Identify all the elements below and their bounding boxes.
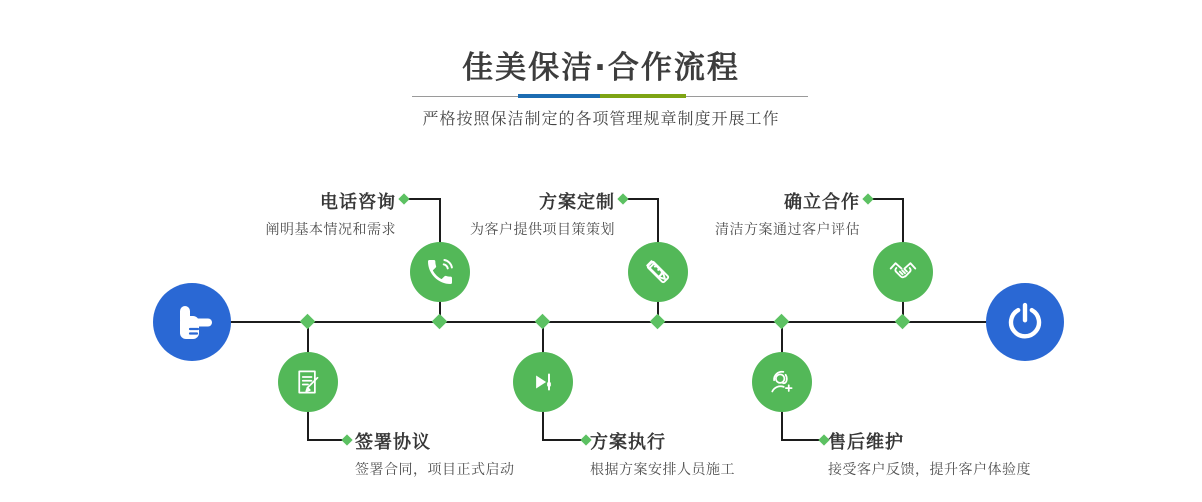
- phone-icon: [424, 256, 456, 288]
- power-icon: [1004, 301, 1046, 343]
- title-divider: [412, 94, 808, 99]
- timeline-node-diamond: [650, 314, 666, 330]
- step-after-sales-circle: [752, 352, 812, 412]
- label-bullet-diamond: [862, 193, 873, 204]
- contract-pen-icon: [293, 367, 323, 397]
- timeline-node-diamond: [895, 314, 911, 330]
- step-plan-execution-circle: [513, 352, 573, 412]
- page-title: 佳美保洁·合作流程: [462, 50, 740, 86]
- label-bullet-diamond: [398, 193, 409, 204]
- start-node: [153, 283, 231, 361]
- step-title: 签署协议: [355, 432, 431, 453]
- step-call-circle: [410, 242, 470, 302]
- step-sign-agreement-circle: [278, 352, 338, 412]
- step-call-label: [266, 188, 397, 239]
- step-title: 售后维护: [828, 432, 904, 453]
- pointing-hand-icon: [168, 298, 216, 346]
- step-title: 电话咨询: [320, 192, 396, 213]
- step-desc: 清洁方案通过客户评估: [715, 222, 860, 238]
- divider-blue-segment: [518, 94, 600, 98]
- label-bullet-diamond: [341, 434, 352, 445]
- headset-plus-icon: [767, 367, 797, 397]
- step-title: 方案执行: [590, 432, 666, 453]
- step-sign-agreement-label: [355, 428, 515, 479]
- play-execute-icon: [528, 367, 558, 397]
- step-desc: 阐明基本情况和需求: [265, 222, 396, 238]
- step-after-sales-label: [828, 428, 1031, 479]
- divider-green-segment: [600, 94, 686, 98]
- step-desc: 为客户提供项目策策划: [470, 222, 615, 238]
- step-title: 确立合作: [784, 192, 860, 213]
- end-node: [986, 283, 1064, 361]
- step-desc: 接受客户反馈，提升客户体验度: [828, 462, 1031, 478]
- step-plan-design-circle: [628, 242, 688, 302]
- label-bullet-diamond: [617, 193, 628, 204]
- step-desc: 签署合同，项目正式启动: [355, 462, 515, 478]
- timeline-node-diamond: [535, 314, 551, 330]
- timeline-node-diamond: [300, 314, 316, 330]
- timeline-node-diamond: [774, 314, 790, 330]
- step-plan-execution-label: [590, 428, 735, 479]
- timeline-main-line: [225, 321, 990, 323]
- handshake-icon: [887, 256, 919, 288]
- page-subtitle: 严格按照保洁制定的各项管理规章制度开展工作: [422, 109, 780, 128]
- step-desc: 根据方案安排人员施工: [590, 462, 735, 478]
- step-confirm-cooperation-circle: [873, 242, 933, 302]
- pencil-ruler-icon: [642, 256, 674, 288]
- step-title: 方案定制: [539, 192, 615, 213]
- step-plan-design-label: [470, 188, 615, 239]
- step-confirm-cooperation-label: [715, 188, 860, 239]
- timeline-node-diamond: [432, 314, 448, 330]
